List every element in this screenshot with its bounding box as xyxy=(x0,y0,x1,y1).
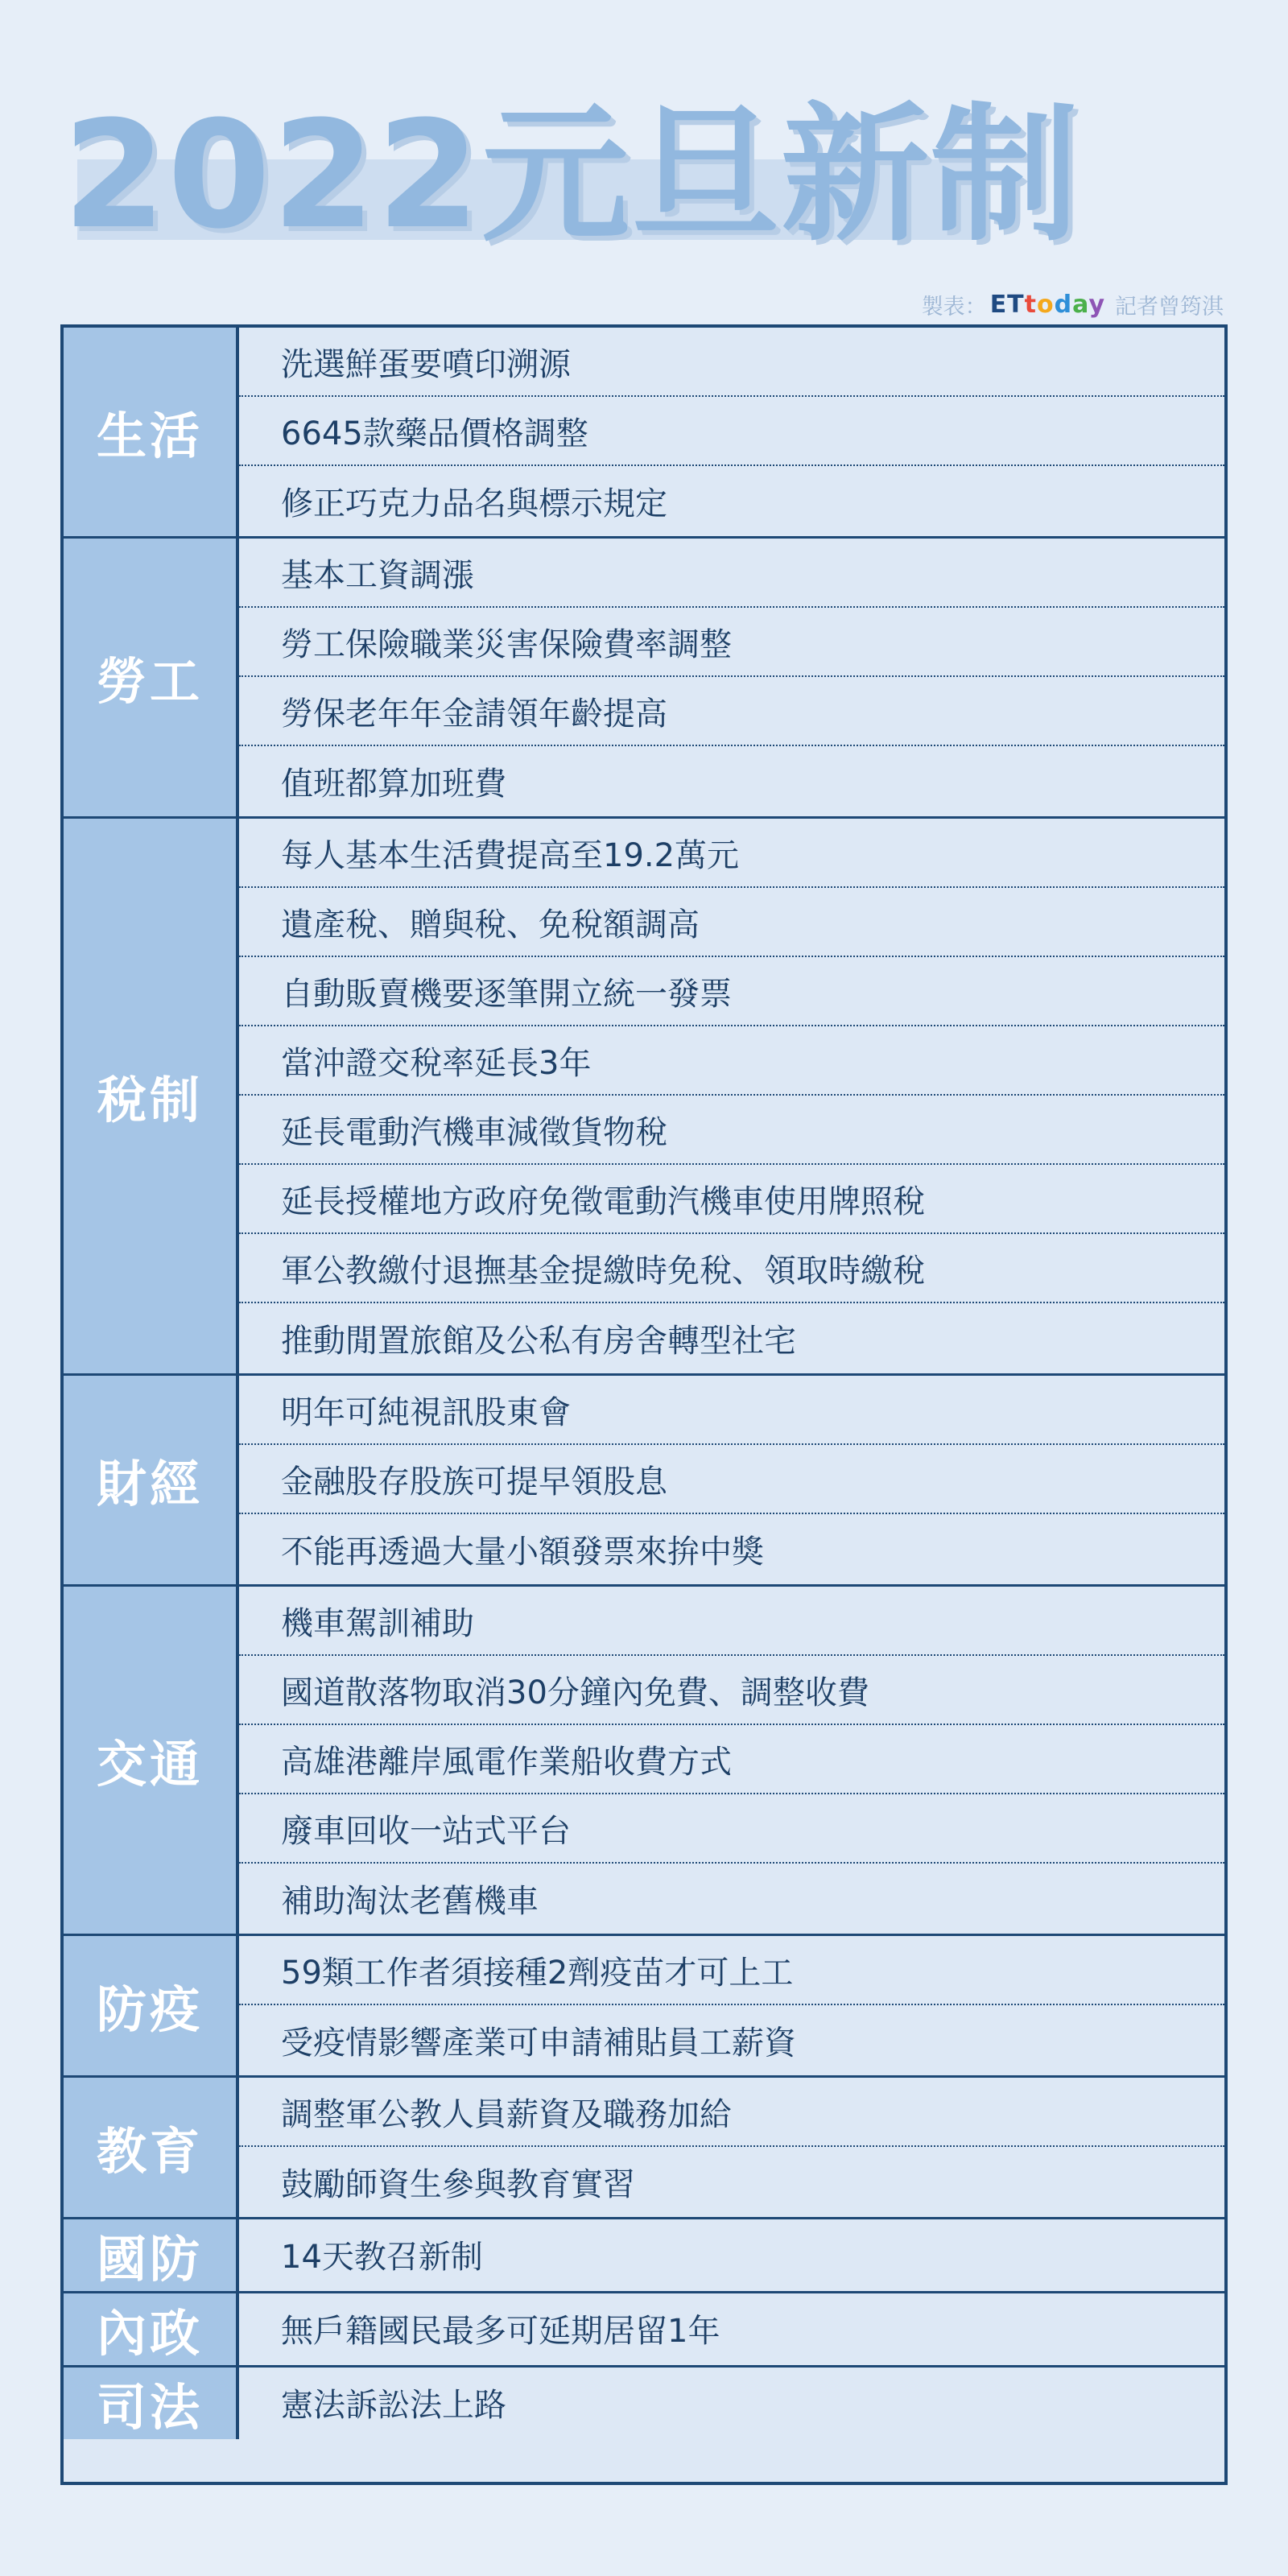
policy-item: 6645款藥品價格調整 xyxy=(239,397,1224,466)
policy-item: 調整軍公教人員薪資及職務加給 xyxy=(239,2078,1224,2147)
logo-letter: y xyxy=(1088,290,1105,319)
policy-item: 廢車回收一站式平台 xyxy=(239,1794,1224,1864)
category-label: 勞工 xyxy=(64,539,239,816)
page-title: 2022元旦新制 xyxy=(63,89,1081,262)
policy-item: 國道散落物取消30分鐘內免費、調整收費 xyxy=(239,1656,1224,1725)
section-row xyxy=(64,2078,1224,2219)
section-row xyxy=(64,539,1224,819)
section-row xyxy=(64,2368,1224,2439)
category-label: 內政 xyxy=(64,2293,239,2365)
policy-item: 延長授權地方政府免徵電動汽機車使用牌照稅 xyxy=(239,1165,1224,1234)
policy-item: 修正巧克力品名與標示規定 xyxy=(281,485,667,522)
item-list xyxy=(239,328,1224,536)
policy-item: 基本工資調漲 xyxy=(239,539,1224,608)
item-list xyxy=(239,1587,1224,1934)
policy-item: 明年可純視訊股東會 xyxy=(239,1376,1224,1445)
item-list xyxy=(239,2293,1224,2365)
policy-item: 鼓勵師資生參與教育實習 xyxy=(281,2166,635,2203)
logo-et: ET xyxy=(989,290,1025,319)
section-row xyxy=(64,2219,1224,2293)
category-label: 財經 xyxy=(64,1376,239,1584)
item-list xyxy=(239,2078,1224,2217)
section-row xyxy=(64,819,1224,1376)
item-list xyxy=(239,2219,1224,2291)
ettoday-logo xyxy=(990,291,1105,319)
category-label: 防疫 xyxy=(64,1936,239,2075)
policy-item: 勞工保險職業災害保險費率調整 xyxy=(239,608,1224,677)
logo-letter: t xyxy=(1024,290,1037,319)
item-list xyxy=(239,819,1224,1373)
item-list xyxy=(239,539,1224,816)
credit-author: 記者曾筠淇 xyxy=(1115,294,1224,320)
policy-item: 59類工作者須接種2劑疫苗才可上工 xyxy=(239,1936,1224,2005)
section-row xyxy=(64,1587,1224,1936)
logo-letter: o xyxy=(1037,290,1055,319)
policy-item: 推動閒置旅館及公私有房舍轉型社宅 xyxy=(281,1323,796,1360)
category-label: 稅制 xyxy=(64,819,239,1373)
logo-letter: d xyxy=(1054,290,1073,319)
policy-item: 14天教召新制 xyxy=(281,2239,483,2276)
item-list xyxy=(239,1936,1224,2075)
item-list xyxy=(239,1376,1224,1584)
policy-item: 無戶籍國民最多可延期居留1年 xyxy=(281,2313,720,2350)
policy-item: 軍公教繳付退撫基金提繳時免稅、領取時繳稅 xyxy=(239,1234,1224,1303)
policy-item: 憲法訴訟法上路 xyxy=(281,2387,506,2424)
policy-table xyxy=(60,324,1228,2485)
policy-item: 勞保老年年金請領年齡提高 xyxy=(239,677,1224,746)
policy-item: 機車駕訓補助 xyxy=(239,1587,1224,1656)
policy-item: 當沖證交稅率延長3年 xyxy=(239,1026,1224,1096)
category-label: 交通 xyxy=(64,1587,239,1934)
category-label: 教育 xyxy=(64,2078,239,2217)
section-row xyxy=(64,2293,1224,2368)
policy-item: 每人基本生活費提高至19.2萬元 xyxy=(239,819,1224,888)
section-row xyxy=(64,1376,1224,1587)
policy-item: 遺產稅、贈與稅、免稅額調高 xyxy=(239,888,1224,957)
policy-item: 值班都算加班費 xyxy=(281,766,506,803)
title-block xyxy=(63,89,1081,262)
policy-item: 不能再透過大量小額發票來拚中獎 xyxy=(281,1534,764,1571)
credit-line xyxy=(922,288,1224,320)
policy-item: 受疫情影響產業可申請補貼員工薪資 xyxy=(281,2025,796,2062)
policy-item: 補助淘汰老舊機車 xyxy=(281,1883,539,1920)
policy-item: 洗選鮮蛋要噴印溯源 xyxy=(239,328,1224,397)
item-list xyxy=(239,2368,1224,2439)
category-label: 生活 xyxy=(64,328,239,536)
policy-item: 自動販賣機要逐筆開立統一發票 xyxy=(239,957,1224,1026)
policy-item: 金融股存股族可提早領股息 xyxy=(239,1445,1224,1514)
section-row xyxy=(64,1936,1224,2078)
logo-letter: a xyxy=(1072,290,1089,319)
section-row xyxy=(64,328,1224,539)
policy-item: 延長電動汽機車減徵貨物稅 xyxy=(239,1096,1224,1165)
credit-prefix: 製表： xyxy=(921,294,987,320)
category-label: 司法 xyxy=(64,2368,239,2439)
policy-item: 高雄港離岸風電作業船收費方式 xyxy=(239,1725,1224,1794)
category-label: 國防 xyxy=(64,2219,239,2291)
